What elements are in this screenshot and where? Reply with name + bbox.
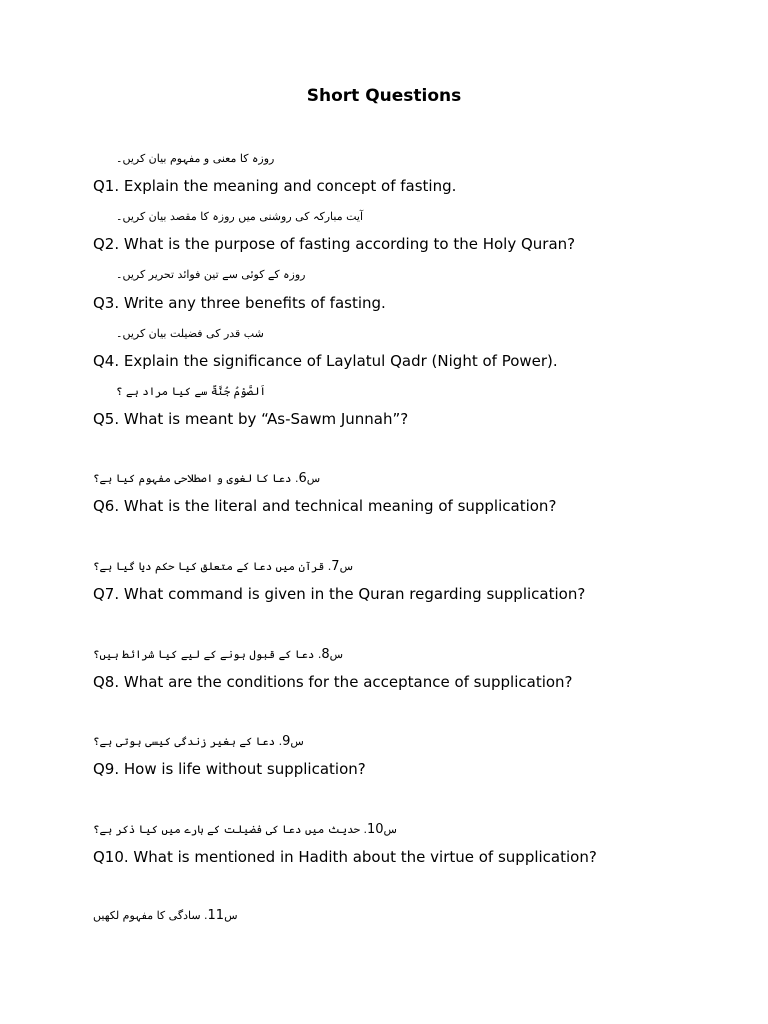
question-9-urdu: [93, 734, 304, 749]
question-8-urdu-number: 8: [321, 647, 330, 662]
question-10-english: Q10. What is mentioned in Hadith about the virtue of supplication?: [93, 848, 597, 866]
question-11-urdu-text: . سادگی کا مفہوم لکھیں: [93, 909, 208, 922]
question-6-urdu: [93, 471, 320, 486]
question-6-urdu-prefix: س: [306, 472, 321, 485]
question-2-english: Q2. What is the purpose of fasting according to the Holy Quran?: [93, 235, 576, 253]
question-3-urdu: روزہ کے کوئی سے تین فوائد تحریر کریں۔: [116, 268, 306, 281]
question-8-english: Q8. What are the conditions for the acceptance of supplication?: [93, 673, 573, 691]
question-7-urdu-text: . قرآن میں دعا کے متعلق کیا حکم دیا گیا ہے؟: [93, 560, 332, 573]
question-10-urdu-number: 10: [367, 822, 384, 837]
question-6-urdu-text: . دعا کا لغوی و اصطلاحی مفہوم کیا ہے؟: [93, 472, 299, 485]
question-7-english: Q7. What command is given in the Quran regarding supplication?: [93, 585, 586, 603]
question-11-urdu: [93, 908, 238, 923]
question-9-urdu-prefix: س: [290, 735, 304, 748]
question-10-urdu: [93, 822, 397, 837]
question-4-english: Q4. Explain the significance of Laylatul Qadr (Night of Power).: [93, 352, 558, 370]
question-9-urdu-number: 9: [282, 734, 291, 749]
question-5-english: Q5. What is meant by “As-Sawm Junnah”?: [93, 410, 409, 428]
question-1-urdu: روزہ کا معنی و مفہوم بیان کریں۔: [116, 152, 275, 165]
question-7-urdu-number: 7: [331, 559, 340, 574]
question-11-urdu-number: 11: [207, 908, 225, 923]
question-7-urdu: [93, 559, 353, 574]
question-8-urdu-prefix: س: [329, 648, 344, 661]
question-10-urdu-prefix: س: [383, 823, 397, 836]
question-9-english: Q9. How is life without supplication?: [93, 760, 366, 778]
question-2-urdu: آیت مبارکہ کی روشنی میں روزہ کا مقصد بیان کریں۔: [116, 210, 364, 223]
question-11-urdu-prefix: س: [224, 909, 238, 922]
question-6-urdu-number: 6: [298, 471, 307, 486]
page-title: Short Questions: [306, 86, 462, 106]
question-4-urdu: شب قدر کی فضیلت بیان کریں۔: [116, 327, 264, 340]
question-5-urdu: اَلصَّوْمُ جُنَّةٌ سے کیا مراد ہے ؟: [116, 385, 266, 398]
question-7-urdu-prefix: س: [339, 560, 353, 573]
question-10-urdu-text: . حدیث میں دعا کی فضیلت کے بارے میں کیا ذکر ہے؟: [93, 823, 367, 836]
question-6-english: Q6. What is the literal and technical meaning of supplication?: [93, 497, 557, 515]
question-9-urdu-text: . دعا کے بغیر زندگی کیسی ہوتی ہے؟: [93, 735, 283, 748]
question-3-english: Q3. Write any three benefits of fasting.: [93, 294, 386, 312]
question-8-urdu: [93, 647, 343, 662]
question-8-urdu-text: . دعا کے قبول ہونے کے لیے کیا شرائط ہیں؟: [93, 648, 322, 661]
question-1-english: Q1. Explain the meaning and concept of fasting.: [93, 177, 457, 195]
